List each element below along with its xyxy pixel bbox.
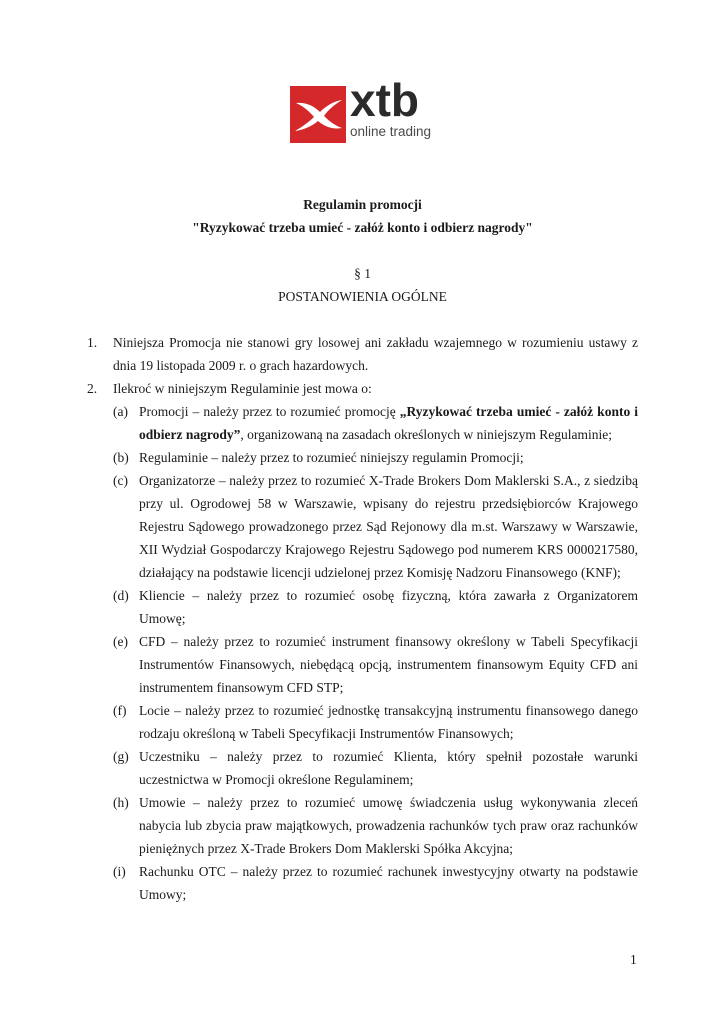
definition-letter: (h) <box>113 795 129 810</box>
definition-item <box>87 745 638 791</box>
definition-item <box>87 630 638 699</box>
document-subtitle: "Ryzykować trzeba umieć - załóż konto i odbierz nagrody" <box>192 220 533 235</box>
definition-text: Rachunku OTC – należy przez to rozumieć rachunek inwestycyjny otwarty na podstawie Umowy; <box>139 864 638 902</box>
definition-letter: (d) <box>113 588 129 603</box>
definition-letter: (e) <box>113 634 128 649</box>
definition-item <box>87 469 638 584</box>
definition-letter: (g) <box>113 749 129 764</box>
definition-letter: (a) <box>113 404 128 419</box>
definition-item <box>87 860 638 906</box>
definition-text: Promocji – należy przez to rozumieć promocję <box>139 404 400 419</box>
list-item <box>87 331 638 377</box>
definition-letter: (i) <box>113 864 126 879</box>
definition-text: Umowie – należy przez to rozumieć umowę świadczenia usług wykonywania zleceń nabycia lub zbycia praw majątkowych, prowadzenia rachunków tych praw oraz rachunków pieniężnych przez X-Trade Brokers Dom Maklerski Spółka Akcyjna; <box>139 795 638 856</box>
list-item-number: 2. <box>87 381 98 396</box>
logo-tagline: online trading <box>350 124 432 139</box>
definition-text: CFD – należy przez to rozumieć instrument finansowy określony w Tabeli Specyfikacji Instrumentów Finansowych, niebędącą opcją, instrumentem finansowym Equity CFD ani instrumentem finansowym CFD STP; <box>139 634 638 695</box>
definition-text: Regulaminie – należy przez to rozumieć niniejszy regulamin Promocji; <box>139 450 524 465</box>
definition-letter: (f) <box>113 703 127 718</box>
definition-text: Kliencie – należy przez to rozumieć osobę fizyczną, która zawarła z Organizatorem Umowę; <box>139 588 638 626</box>
definition-text: , organizowaną na zasadach określonych w niniejszym Regulaminie; <box>240 427 613 442</box>
regulations-body <box>87 331 638 906</box>
list-item-number: 1. <box>87 335 98 350</box>
definition-letter: (b) <box>113 450 129 465</box>
document-title: Regulamin promocji <box>303 197 422 212</box>
section-number: § 1 <box>354 266 371 281</box>
page-number: 1 <box>630 952 637 967</box>
definition-item <box>87 791 638 860</box>
list-item-text: Ilekroć w niniejszym Regulaminie jest mowa o: <box>113 381 372 396</box>
definition-text: Uczestniku – należy przez to rozumieć Klienta, który spełnił pozostałe warunki uczestnictwa w Promocji określone Regulaminem; <box>139 749 638 787</box>
definition-item <box>87 446 638 469</box>
definition-text: Organizatorze – należy przez to rozumieć X-Trade Brokers Dom Maklerski S.A., z siedzibą przy ul. Ogrodowej 58 w Warszawie, wpisany do rejestru przedsiębiorców Krajowego Rejestru Sądowego prowadzonego przez Sąd Rejonowy dla m.st. Warszawy w Warszawie, XII Wydział Gospodarczy Krajowego Rejestru Sądowego pod numerem KRS 0000217580, działający na podstawie licencji udzielonej przez Komisję Nadzoru Finansowego (KNF); <box>139 473 638 580</box>
promotion-name: „Ryzykować trzeba umieć - załóż konto i odbierz nagrody” <box>139 404 638 442</box>
xtb-logo <box>290 74 438 143</box>
definition-item <box>87 699 638 745</box>
section-title: POSTANOWIENIA OGÓLNE <box>278 289 447 304</box>
list-item-text: Niniejsza Promocja nie stanowi gry losowej ani zakładu wzajemnego w rozumieniu ustawy z dnia 19 listopada 2009 r. o grach hazardowych. <box>113 335 638 373</box>
list-item <box>87 377 638 400</box>
definition-text: Locie – należy przez to rozumieć jednostkę transakcyjną instrumentu finansowego danego rodzaju określoną w Tabeli Specyfikacji Instrumentów Finansowych; <box>139 703 638 741</box>
definition-item <box>87 400 638 446</box>
definition-item <box>87 584 638 630</box>
xtb-x-logo-icon <box>290 86 346 143</box>
definition-letter: (c) <box>113 473 128 488</box>
logo-wordmark: xtb <box>350 74 419 126</box>
